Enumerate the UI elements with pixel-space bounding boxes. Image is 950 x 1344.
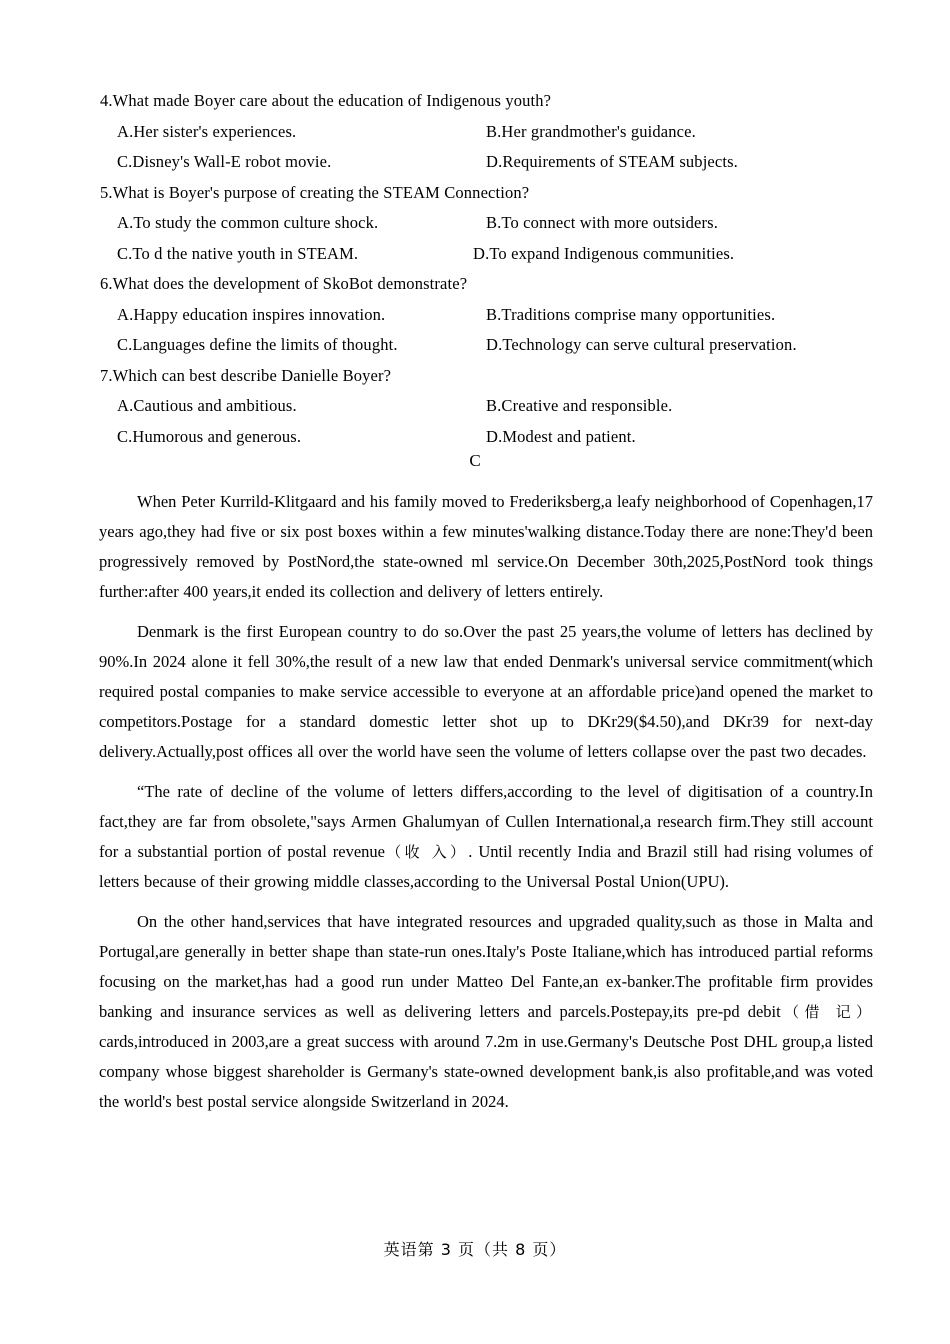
questions-section — [100, 86, 875, 452]
passage-paragraph-1: When Peter Kurrild-Klitgaard and his family moved to Frederiksberg,a leafy neighborhood of Copenhagen,17 years ago,they had five or six post boxes within a few minutes'walking distance.Today there are none:They'd been progressively removed by PostNord,the state-owned ml service.On December 30th,2025,PostNord took things further:after 400 years,it ended its collection and delivery of letters entirely. — [99, 492, 873, 601]
passage-paragraph-4-text-after-gloss: cards,introduced in 2003,are a great success with around 7.2m in use.Germany's Deutsche Post DHL group,a listed company whose biggest shareholder is Germany's state-owned development bank,is also profitable,and was voted the world's best postal service alongside Switzerland in 2024. — [99, 1032, 873, 1111]
question-5-stem: 5.What is Boyer's purpose of creating the STEAM Connection? — [100, 182, 530, 202]
question-5-option-a[interactable]: A.To study the common culture shock. — [117, 213, 379, 232]
question-5-option-b[interactable]: B.To connect with more outsiders. — [486, 213, 719, 232]
question-6-option-a[interactable]: A.Happy education inspires innovation. — [117, 304, 386, 324]
question-5-options-row-1 — [100, 208, 875, 239]
question-4-option-a[interactable]: A.Her sister's experiences. — [117, 121, 297, 141]
question-6-options-row-2 — [100, 330, 875, 361]
question-7-option-d[interactable]: D.Modest and patient. — [486, 426, 636, 446]
passage-paragraph-3-chinese-gloss: （收 入） — [384, 843, 469, 861]
question-6-option-c[interactable]: C.Languages define the limits of thought. — [117, 335, 398, 354]
page-footer: 英语第 3 页（共 8 页） — [383, 1240, 567, 1259]
passage-paragraph-3-text-before-gloss: “The rate of decline of the volume of letters differs,according to the level of digitisation of a country.In fact,they are far from obsolete,"says Armen Ghalumyan of Cullen International,a research firm.They still account for a substantial portion of postal revenue — [99, 782, 873, 861]
question-5-option-d[interactable]: D.To expand Indigenous communities. — [473, 243, 735, 263]
passage-paragraph-4-chinese-gloss: （借 记） — [780, 1003, 873, 1021]
passage-paragraph-3-text-after-gloss: . Until recently India and Brazil still had rising volumes of letters because of their growing middle classes,according to the Universal Postal Union(UPU). — [99, 842, 873, 891]
question-4-stem: 4.What made Boyer care about the education of Indigenous youth? — [100, 91, 552, 110]
passage-paragraph-4-text-before-gloss: On the other hand,services that have integrated resources and upgraded quality,such as those in Malta and Portugal,are generally in better shape than state-run ones.Italy's Poste Italiane,which has introduced partial reforms focusing on the market,has had a good run under Matteo Del Fante,an ex-banker.The profitable firm provides banking and insurance services as well as delivering letters and parcels.Postepay,its pre-pd debit — [99, 912, 873, 1021]
question-6-options-row-1 — [100, 300, 875, 331]
question-5-options-row-2 — [100, 239, 875, 270]
question-6-stem: 6.What does the development of SkoBot demonstrate? — [100, 274, 468, 293]
question-4-option-b[interactable]: B.Her grandmother's guidance. — [486, 121, 696, 141]
question-7-option-a[interactable]: A.Cautious and ambitious. — [117, 396, 297, 415]
section-letter-c: C — [469, 451, 481, 470]
question-7-options-row-1 — [100, 391, 875, 422]
passage-paragraph-2: Denmark is the first European country to do so.Over the past 25 years,the volume of letters has declined by 90%.In 2024 alone it fell 30%,the result of a new law that ended Denmark's universal service commitment(which required postal companies to make service accessible to everyone at an affordable price)and opened the market to competitors.Postage for a standard domestic letter shot up to DKr29($4.50),and DKr39 for next-day delivery.Actually,post offices all over the world have seen the volume of letters collapse over the past two decades. — [99, 622, 873, 761]
question-4-options-row-2 — [100, 147, 875, 178]
question-7-option-c[interactable]: C.Humorous and generous. — [117, 426, 302, 446]
question-4-option-d[interactable]: D.Requirements of STEAM subjects. — [486, 152, 738, 171]
question-4-options-row-1 — [100, 117, 875, 148]
question-5-option-c[interactable]: C.To d the native youth in STEAM. — [117, 243, 359, 263]
question-6-option-b[interactable]: B.Traditions comprise many opportunities. — [486, 304, 776, 324]
reading-passage-c — [99, 487, 873, 1127]
question-4-option-c[interactable]: C.Disney's Wall-E robot movie. — [117, 152, 332, 171]
question-6-option-d[interactable]: D.Technology can serve cultural preservation. — [486, 335, 797, 354]
question-7-stem: 7.Which can best describe Danielle Boyer? — [100, 365, 392, 385]
passage-paragraph-4 — [99, 907, 873, 1117]
question-7-option-b[interactable]: B.Creative and responsible. — [486, 396, 673, 415]
passage-paragraph-3 — [99, 777, 873, 897]
